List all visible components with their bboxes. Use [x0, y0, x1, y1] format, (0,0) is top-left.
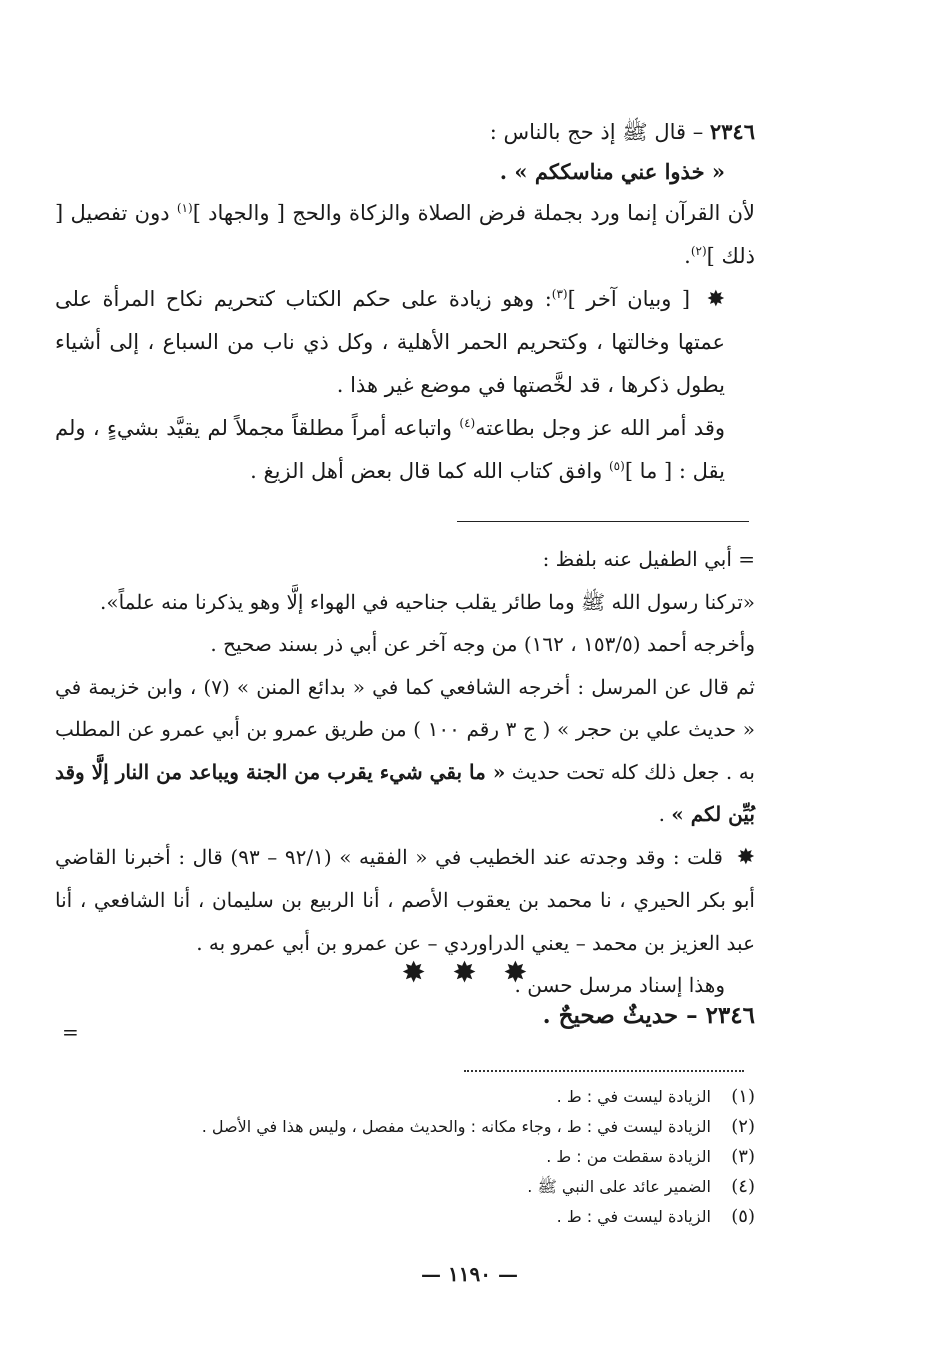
footnote-number: (٤) [731, 1176, 755, 1197]
footnote-item [105, 1172, 755, 1202]
footnote-ref-2: (٢) [690, 244, 707, 258]
footnote-text: الضمير عائد على النبي ﷺ . [527, 1177, 711, 1196]
bold-hadith-quote: « ما بقي شيء يقرب من الجنة ويباعد من النار إلَّا وقد بُيِّن لكم » [55, 759, 755, 826]
footnote-text: الزيادة ليست في : ط ، وجاء مكانه : والحديث مفصل ، وليس هذا في الأصل . [201, 1117, 711, 1136]
commentary-paragraph-4: ثم قال عن المرسل : أخرجه الشافعي كما في « بدائع المنن » (٧) ، وابن خزيمة في « حديث علي بن حجر » ( ج ٣ رقم ١٠٠ ) من طريق عمرو بن أبي عمرو عن المطلب به . جعل ذلك كله تحت حديث « ما بقي شيء يقرب من الجنة ويباعد من النار إلَّا وقد بُيِّن لكم » . [55, 674, 756, 826]
star-icon: ✸ [736, 844, 755, 870]
commentary-line-2: «تركنا رسول الله ﷺ وما طائر يقلب جناحيه في الهواء إلَّا وهو يذكرنا منه علماً». [99, 589, 755, 614]
intro-line: – قال ﷺ إذ حج بالناس : [489, 120, 710, 144]
final-heading: ٢٣٤٦ – حديثٌ صحيحٌ . [542, 1002, 755, 1029]
footnote-number: (٢) [731, 1116, 755, 1137]
stars-separator: ✸ ✸ ✸ [402, 958, 537, 988]
footnote-number: (١) [731, 1086, 755, 1107]
footnote-text: الزيادة سقطت من : ط . [546, 1147, 711, 1166]
footnote-item [105, 1202, 755, 1232]
page-number: — ١١٩٠ — [421, 1262, 518, 1286]
footnote-text: الزيادة ليست في : ط . [556, 1087, 711, 1106]
footnote-ref-4: (٤) [459, 416, 476, 430]
footnote-ref-1: (١) [176, 201, 193, 215]
continuation-mark: = [62, 1020, 79, 1044]
hadith-quote: « خذوا عني مناسككم » . [499, 159, 725, 184]
star-icon: ✸ [706, 287, 725, 312]
footnote-ref-5: (٥) [608, 459, 625, 473]
paragraph-3: وقد أمر الله عز وجل بطاعته$^{(٤)}$ واتباعه أمراً مطلقاً مجملاً لم يقيَّد بشيءٍ ، ولم يقل : [ ما ]$^{(٥)}$ وافق كتاب الله كما قال بعض أهل الزيغ . [55, 416, 726, 483]
paragraph-2: ✸ [ وبيان آخر ]$^{(٣)}$: وهو زيادة على حكم الكتاب كتحريم نكاح المرأة على عمتها وخالتها ، وكتحريم الحمر الأهلية ، وكل ذي ناب من السباع ، إلى أشياء يطول ذكرها ، قد لخَّصتها في موضع غير هذا . [55, 287, 725, 397]
footnote-divider [464, 1070, 744, 1072]
footnote-number: (٣) [731, 1146, 755, 1167]
commentary-block [55, 538, 755, 1007]
commentary-line-3: وأخرجه أحمد (١٥٣/٥ ، ١٦٢) من وجه آخر عن أبي ذر بسند صحيح . [210, 632, 755, 656]
paragraph-1: لأن القرآن إنما ورد بجملة فرض الصلاة والزكاة والحج [ والجهاد ]$^{(١)}$ دون تفصيل [ ذلك ]$^{(٢)}$. [55, 201, 755, 268]
footnote-item [105, 1142, 755, 1172]
commentary-line-6: وهذا إسناد مرسل حسن . [514, 973, 725, 997]
section-divider [457, 521, 749, 522]
footnote-ref-3: (٣) [551, 287, 568, 301]
footnotes-list [105, 1082, 755, 1232]
footnote-item [105, 1112, 755, 1142]
footnote-text: الزيادة ليست في : ط . [556, 1207, 711, 1226]
hadith-number: ٢٣٤٦ [709, 119, 755, 144]
footnote-number: (٥) [731, 1206, 755, 1227]
hadith-intro [55, 112, 755, 152]
commentary-line-1: = أبي الطفيل عنه بلفظ : [542, 547, 755, 571]
commentary-paragraph-5: ✸ قلت : وقد وجدته عند الخطيب في « الفقيه » (٩٢/١ – ٩٣) قال : أخبرنا القاضي أبو بكر الحيري ، نا محمد بن يعقوب الأصم ، أنا الربيع بن سليمان ، أنا الشافعي ، أنا عبد العزيز بن محمد – يعني الدراوردي – عن عمرو بن أبي عمرو به . [55, 844, 755, 955]
main-text [55, 112, 755, 493]
footnote-item [105, 1082, 755, 1112]
